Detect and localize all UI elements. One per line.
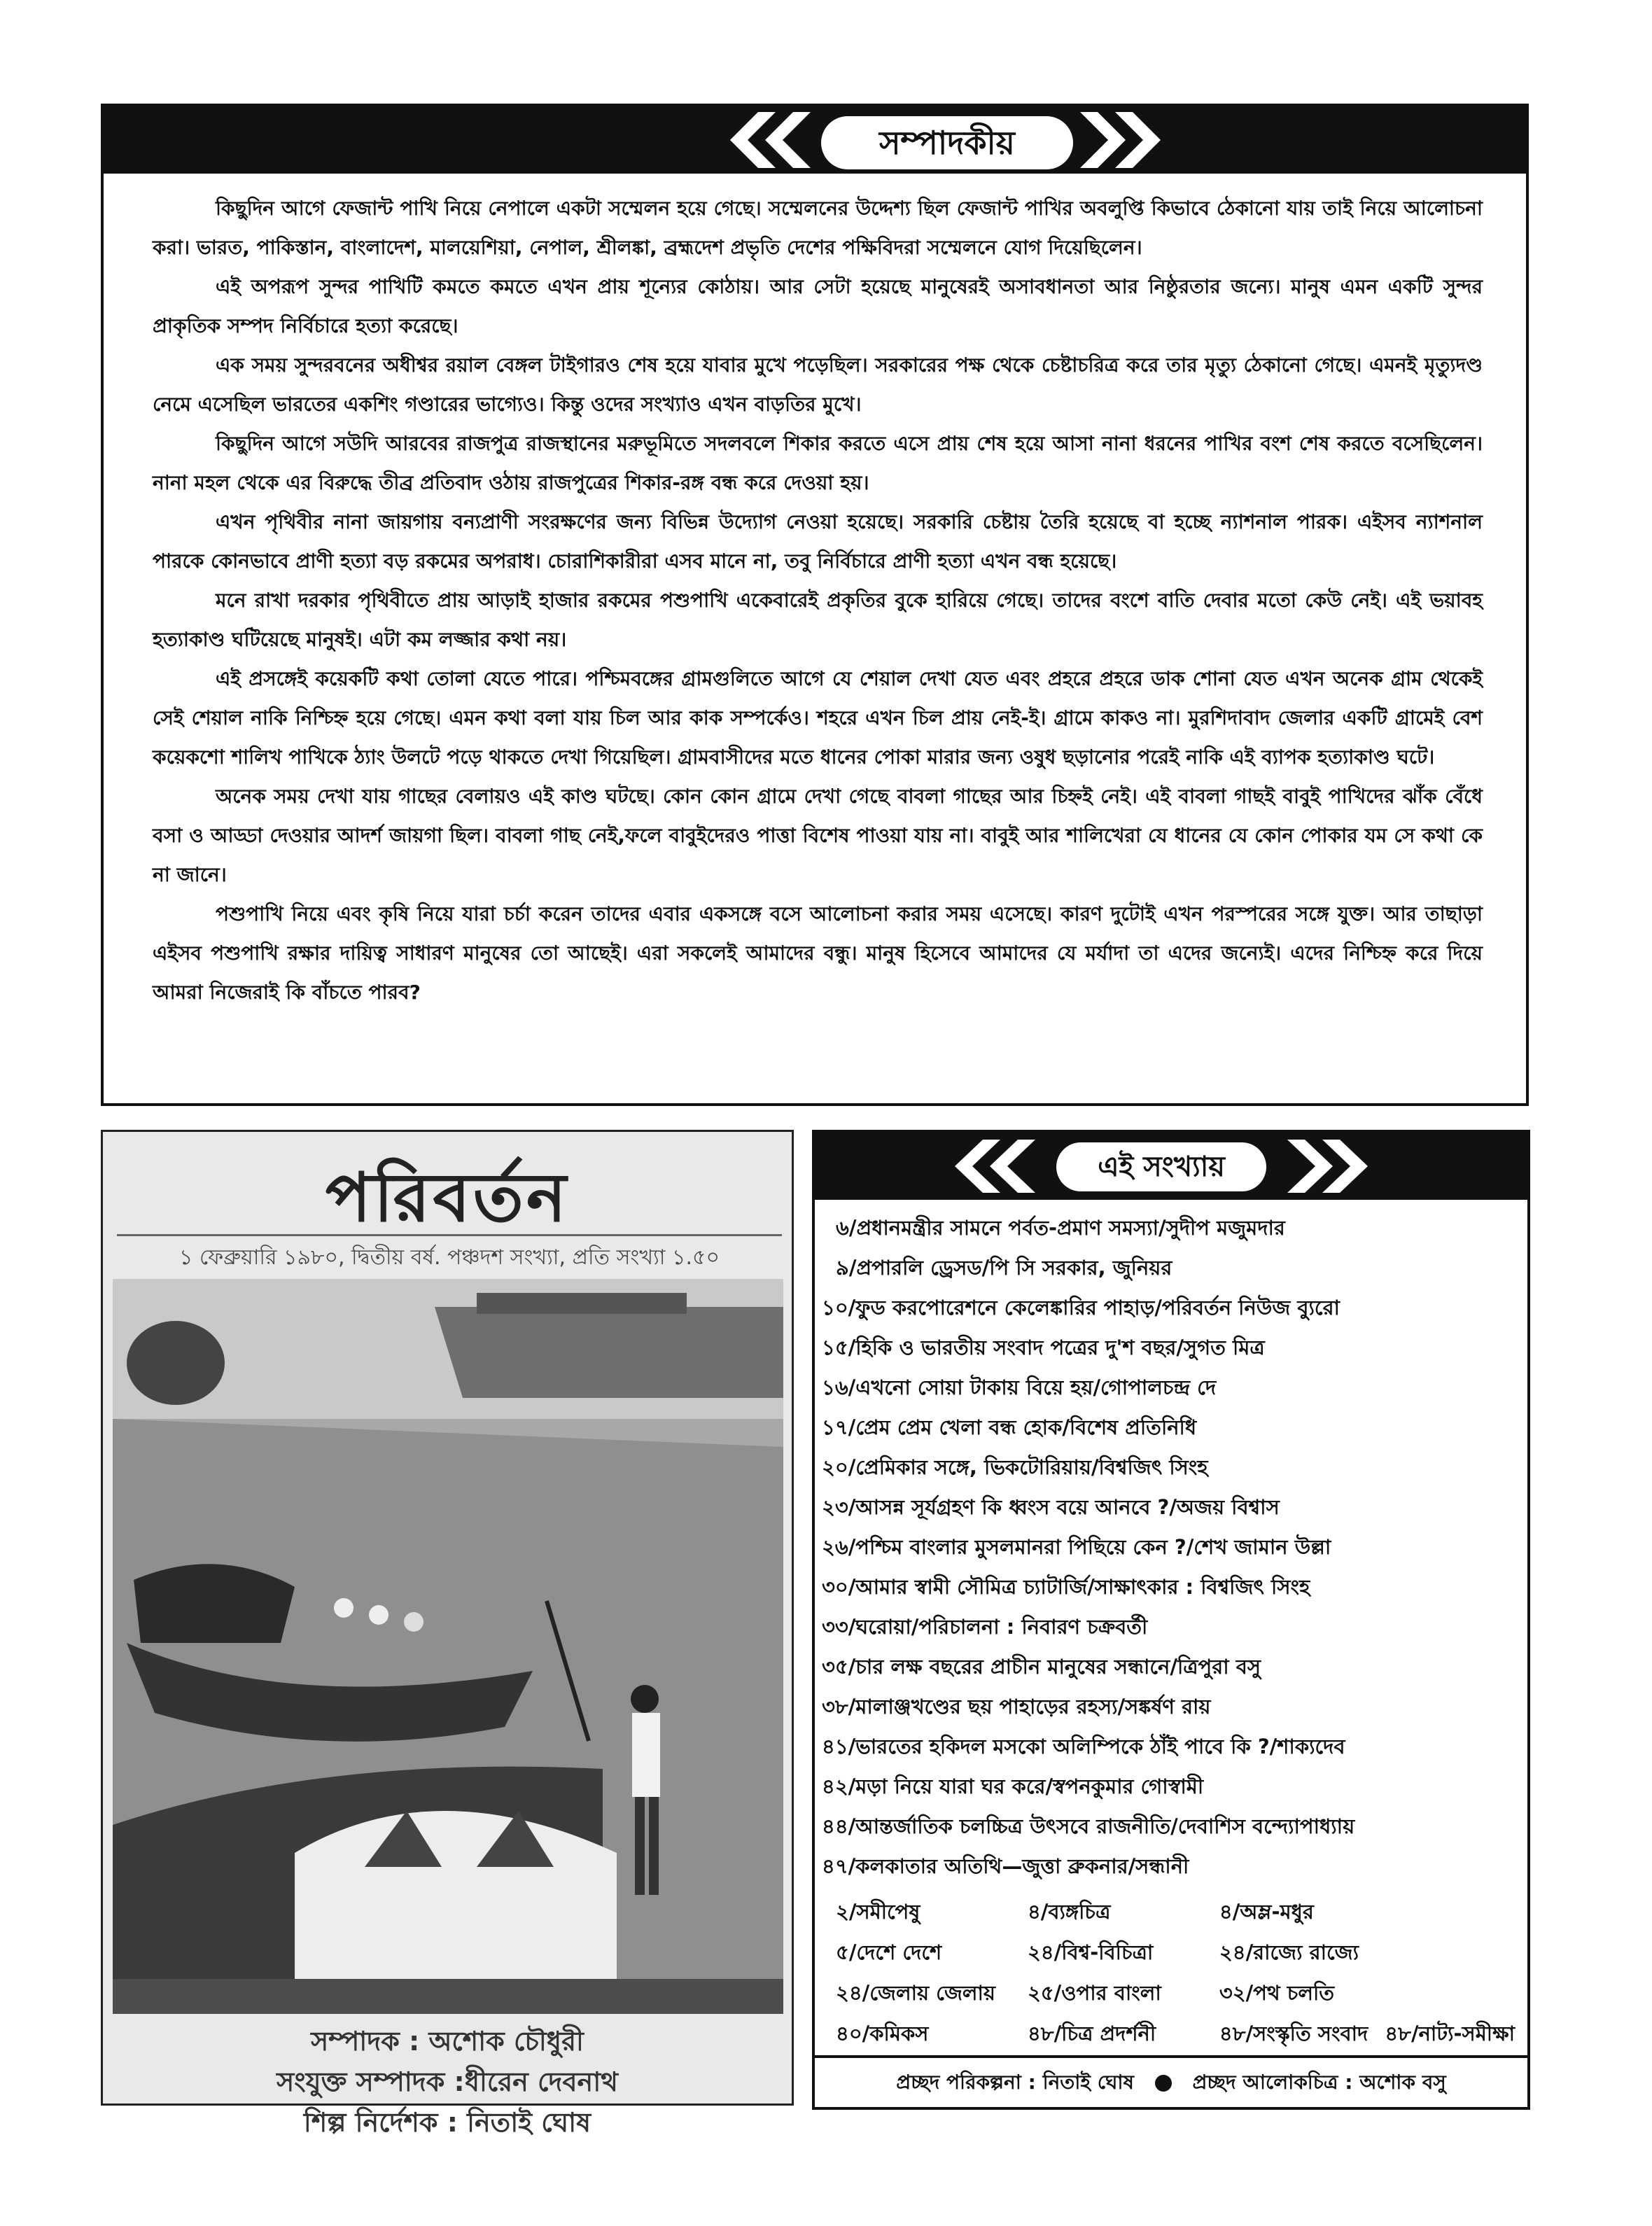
editorial-paragraph: কিছুদিন আগে সউদি আরবের রাজপুত্র রাজস্থানের মরুভূমিতে সদলবলে শিকার করতে এসে প্রায় শেষ হয়ে আসা নানা ধরনের পাখির বংশ শেষ করতে বসেছিলেন। নানা মহল থেকে এর বিরুদ্ধে তীব্র প্রতিবাদ ওঠায় রাজপুত্রের শিকার-রঙ্গ বন্ধ করে দেওয়া হয়। (153, 432, 1483, 494)
contents-box (812, 1130, 1530, 2110)
cover-credits (103, 2021, 792, 2143)
table-of-contents (822, 1208, 1522, 1886)
toc-item: ৩৮/মালাঞ্জখণ্ডের ছয় পাহাড়ের রহস্য/সঙ্কর্ষণ রায় (822, 1695, 1211, 1718)
feature-item: ২/সমীপেষু (836, 1900, 920, 1924)
editorial-paragraph: এক সময় সুন্দরবনের অধীশ্বর রয়াল বেঙ্গল টাইগারও শেষ হয়ে যাবার মুখে পড়েছিল। সরকারের পক্ষ থেকে চেষ্টাচরিত্র করে তার মৃত্যু ঠেকানো গেছে। এমনই মৃত্যুদণ্ড নেমে এসেছিল ভারতের একশিং গণ্ডারের ভাগ্যেও। কিন্তু ওদের সংখ্যাও এখন বাড়তির মুখে। (153, 354, 1483, 416)
cover-credit-line (815, 2055, 1527, 2107)
feature-item: ২৪/রাজ্যে রাজ্যে (1219, 1940, 1359, 1964)
toc-item: ১৬/এখনো সোয়া টাকায় বিয়ে হয়/গোপালচন্দ্র দে (822, 1376, 1217, 1399)
feature-item: ৫/দেশে দেশে (836, 1940, 942, 1964)
editorial-paragraph: কিছুদিন আগে ফেজান্ট পাখি নিয়ে নেপালে একটা সম্মেলন হয়ে গেছে। সম্মেলনের উদ্দেশ্য ছিল ফেজান্ট পাখির অবলুপ্তি কিভাবে ঠেকানো যায় তাই নিয়ে আলোচনা করা। ভারত, পাকিস্তান, বাংলাদেশ, মালয়েশিয়া, নেপাল, শ্রীলঙ্কা, ব্রহ্মদেশ প্রভৃতি দেশের পক্ষিবিদরা সম্মেলনে যোগ দিয়েছিলেন। (153, 197, 1483, 259)
editorial-paragraph: এখন পৃথিবীর নানা জায়গায় বন্যপ্রাণী সংরক্ষণের জন্য বিভিন্ন উদ্যোগ নেওয়া হয়েছে। সরকারি চেষ্টায় তৈরি হয়েছে বা হচ্ছে ন্যাশনাল পারক। এইসব ন্যাশনাল পারকে কোনভাবে প্রাণী হত্যা বড় রকমের অপরাধ। চোরাশিকারীরা এসব মানে না, তবু নির্বিচারে প্রাণী হত্যা এখন বন্ধ হয়েছে। (153, 510, 1483, 573)
regular-features-grid (836, 1891, 1515, 2054)
toc-item: ২৬/পশ্চিম বাংলার মুসলমানরা পিছিয়ে কেন ?/শেখ জামান উল্লা (822, 1535, 1331, 1559)
editorial-body (153, 189, 1483, 1012)
editorial-paragraph: মনে রাখা দরকার পৃথিবীতে প্রায় আড়াই হাজার রকমের পশুপাখি একেবারেই প্রকৃতির বুকে হারিয়ে গেছে। তাদের বংশে বাতি দেবার মতো কেউ নেই। এই ভয়াবহ হত্যাকাণ্ড ঘটিয়েছে মানুষই। এটা কম লজ্জার কথা নয়। (153, 589, 1483, 651)
toc-item: ৪৪/আন্তর্জাতিক চলচ্চিত্র উৎসবে রাজনীতি/দেবাশিস বন্দ্যোপাধ্যায় (822, 1814, 1355, 1838)
toc-item: ১৭/প্রেম প্রেম খেলা বন্ধ হোক/বিশেষ প্রতিনিধি (822, 1415, 1197, 1439)
river-boats-photo-icon (113, 1279, 783, 2014)
contents-title: এই সংখ্যায় (1056, 1142, 1266, 1191)
feature-item: ২৪/বিশ্ব-বিচিত্রা (1027, 1940, 1154, 1964)
toc-item: ২৩/আসন্ন সূর্যগ্রহণ কি ধ্বংস বয়ে আনবে ?/অজয় বিশ্বাস (822, 1495, 1280, 1519)
feature-item: ২৫/ওপার বাংলা (1027, 1981, 1161, 2005)
cover-photo-credit: প্রচ্ছদ আলোকচিত্র : অশোক বসু (1192, 2071, 1446, 2094)
toc-item: ৩০/আমার স্বামী সৌমিত্র চ্যাটার্জি/সাক্ষাৎকার : বিশ্বজিৎ সিংহ (822, 1575, 1310, 1599)
feature-item: ৪৮/চিত্র প্রদর্শনী (1027, 2022, 1156, 2045)
toc-item: ৩৫/চার লক্ষ বছরের প্রাচীন মানুষের সন্ধানে/ত্রিপুরা বসু (822, 1655, 1261, 1679)
feature-item-text: ৪৮/নাট্য-সমীক্ষা (1385, 2022, 1515, 2045)
feature-item-text: ৪৮/সংস্কৃতি সংবাদ (1219, 2022, 1368, 2045)
bullet-icon (1155, 2075, 1172, 2092)
editorial-box (101, 104, 1529, 1106)
toc-item: ৩৩/ঘরোয়া/পরিচালনা : নিবারণ চক্রবর্তী (822, 1615, 1148, 1639)
feature-item: ৪০/কমিকস (836, 2022, 929, 2045)
toc-item: ১০/ফুড করপোরেশনে কেলেঙ্কারির পাহাড়/পরিবর্তন নিউজ ব্যুরো (822, 1296, 1340, 1320)
toc-item: ২০/প্রেমিকার সঙ্গে, ভিকটোরিয়ায়/বিশ্বজিৎ সিংহ (822, 1455, 1208, 1479)
editorial-paragraph: এই প্রসঙ্গেই কয়েকটি কথা তোলা যেতে পারে। পশ্চিমবঙ্গের গ্রামগুলিতে আগে যে শেয়াল দেখা যেত এবং প্রহরে প্রহরে ডাক শোনা যেত এখন অনেক গ্রাম থেকেই সেই শেয়াল নাকি নিশ্চিহ্ন হয়ে গেছে। এমন কথা বলা যায় চিল আর কাক সম্পর্কেও। শহরে এখন চিল প্রায় নেই-ই। গ্রামে কাকও না। মুরশিদাবাদ জেলার একটি গ্রামেই বেশ কয়েকশো শালিখ পাখিকে ঠ্যাং উলটে পড়ে থাকতে দেখা গিয়েছিল। গ্রামবাসীদের মতে ধানের পোকা মারার জন্য ওষুধ ছড়ানোর পরেই নাকি এই ব্যাপক হত্যাকাণ্ড ঘটে। (153, 667, 1483, 769)
editorial-header-bar (104, 106, 1526, 174)
toc-item: ৯/প্রপারলি ড্রেসড/পি সি সরকার, জুনিয়র (836, 1256, 1172, 1280)
feature-item: ৪/ব্যঙ্গচিত্র (1027, 1900, 1111, 1924)
feature-item (1219, 2013, 1515, 2054)
toc-item: ৬/প্রধানমন্ত্রীর সামনে পর্বত-প্রমাণ সমস্যা/সুদীপ মজুমদার (836, 1216, 1285, 1240)
cover-design-credit: প্রচ্ছদ পরিকল্পনা : নিতাই ঘোষ (896, 2071, 1134, 2094)
feature-item: ৪/অম্ল-মধুর (1219, 1900, 1314, 1924)
magazine-cover (101, 1130, 794, 2138)
left-chevrons-icon (104, 106, 1532, 174)
editor-credit: সম্পাদক : অশোক চৌধুরী (311, 2026, 584, 2057)
editorial-paragraph: এই অপরূপ সুন্দর পাখিটি কমতে কমতে এখন প্রায় শূন্যের কোঠায়। আর সেটা হয়েছে মানুষেরই অসাবধানতা আর নিষ্ঠুরতার জন্যে। মানুষ এমন একটি সুন্দর প্রাকৃতিক সম্পদ নির্বিচারে হত্যা করেছে। (153, 275, 1483, 337)
art-director-credit: শিল্প নির্দেশক : নিতাই ঘোষ (303, 2107, 592, 2138)
editorial-title: সম্পাদকীয় (821, 116, 1073, 169)
joint-editor-credit: সংযুক্ত সম্পাদক :ধীরেন দেবনাথ (276, 2066, 618, 2097)
toc-item: ৪২/মড়া নিয়ে যারা ঘর করে/স্বপনকুমার গোস্বামী (822, 1774, 1204, 1798)
contents-header-bar (815, 1133, 1527, 1200)
toc-item: ১৫/হিকি ও ভারতীয় সংবাদ পত্রের দু'শ বছর/সুগত মিত্র (822, 1336, 1265, 1359)
cover-photograph (113, 1279, 783, 2014)
editorial-paragraph: পশুপাখি নিয়ে এবং কৃষি নিয়ে যারা চর্চা করেন তাদের এবার একসঙ্গে বসে আলোচনা করার সময় এসেছে। কারণ দুটোই এখন পরস্পরের সঙ্গে যুক্ত। আর তাছাড়া এইসব পশুপাখি রক্ষার দায়িত্ব সাধারণ মানুষের তো আছেই। এরা সকলেই আমাদের বন্ধু। মানুষ হিসেবে আমাদের যে মর্যাদা তা এদের জন্যেই। এদের নিশ্চিহ্ন করে দিয়ে আমরা নিজেরাই কি বাঁচতে পারব? (153, 902, 1483, 1004)
toc-item: ৪৭/কলকাতার অতিথি—জুত্তা ব্রুকনার/সন্ধানী (822, 1854, 1189, 1878)
editorial-paragraph: অনেক সময় দেখা যায় গাছের বেলায়ও এই কাণ্ড ঘটছে। কোন কোন গ্রামে দেখা গেছে বাবলা গাছের আর চিহ্নই নেই। এই বাবলা গাছই বাবুই পাখিদের ঝাঁক বেঁধে বসা ও আড্ডা দেওয়ার আদর্শ জায়গা ছিল। বাবলা গাছ নেই,ফলে বাবুইদেরও পাত্তা বিশেষ পাওয়া যায় না। বাবুই আর শালিখেরা যে ধানের যে কোন পোকার যম সে কথা কে না জানে। (153, 785, 1483, 886)
feature-item: ৩২/পথ চলতি (1219, 1981, 1335, 2005)
feature-item: ২৪/জেলায় জেলায় (836, 1981, 995, 2005)
magazine-masthead: পরিবর্তন (325, 1158, 570, 1237)
toc-item: ৪১/ভারতের হকিদল মসকো অলিম্পিকে ঠাঁই পাবে কি ?/শাক্যদেব (822, 1735, 1345, 1758)
issue-info: ১ ফেব্রুয়ারি ১৯৮০, দ্বিতীয় বর্ষ. পঞ্চদশ সংখ্যা, প্রতি সংখ্যা ১.৫০ (117, 1234, 782, 1282)
